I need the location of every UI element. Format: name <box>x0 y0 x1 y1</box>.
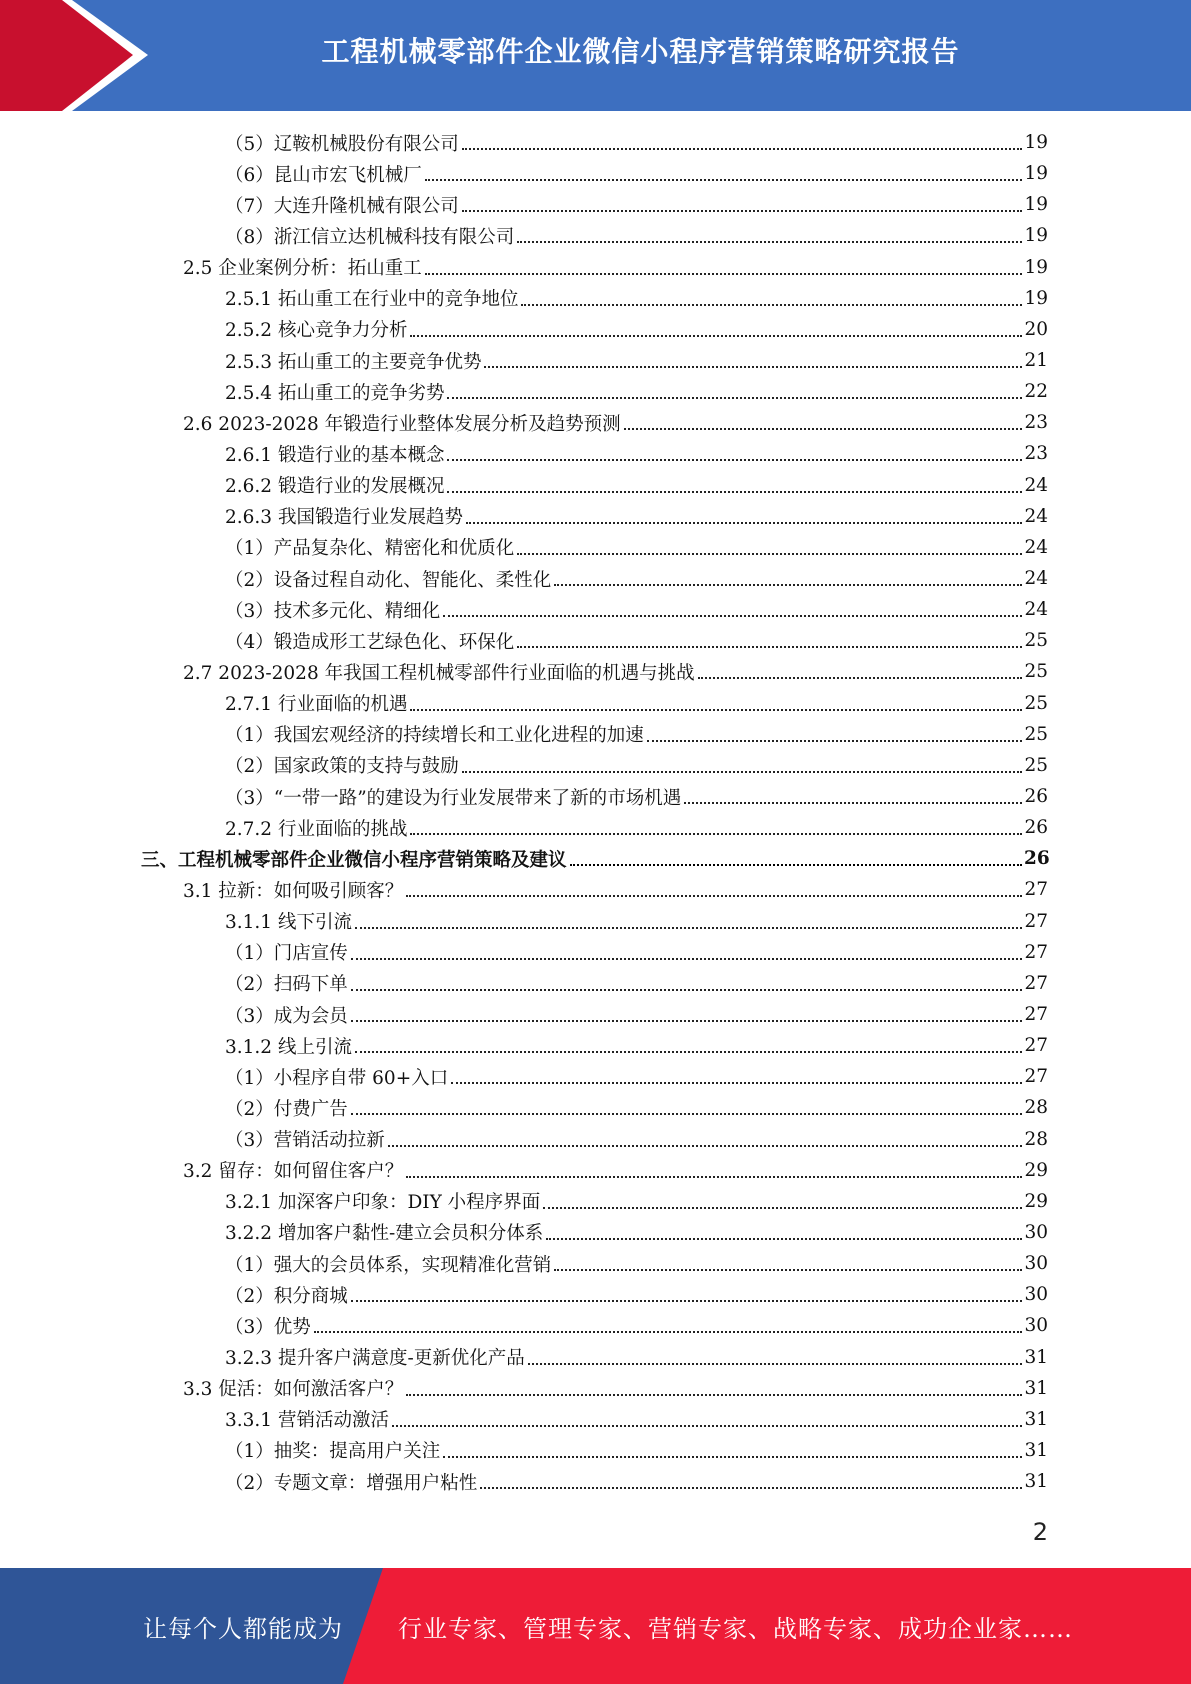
toc-entry-page: 27 <box>1024 1066 1048 1088</box>
footer-slogan-left: 让每个人都能成为 <box>143 1614 343 1643</box>
toc-entry[interactable] <box>0 1217 1191 1248</box>
toc-entry-label: 3.1.2 线上引流 <box>225 1036 352 1058</box>
toc-entry-page: 26 <box>1024 848 1050 870</box>
page-number: 2 <box>1032 1518 1048 1546</box>
toc-entry-page: 24 <box>1024 536 1048 558</box>
toc-entry[interactable] <box>0 189 1191 220</box>
header-banner <box>0 0 1191 111</box>
toc-dot-leader <box>351 988 1022 991</box>
toc-dot-leader <box>388 1144 1022 1147</box>
toc-entry-label: （3）“一带一路”的建设为行业发展带来了新的市场机遇 <box>225 787 682 809</box>
toc-entry[interactable] <box>0 625 1191 656</box>
toc-entry-page: 29 <box>1024 1190 1048 1212</box>
toc-entry-page: 24 <box>1024 599 1048 621</box>
toc-entry-label: （5）辽鞍机械股份有限公司 <box>225 133 459 155</box>
toc-entry-label: 2.5.1 拓山重工在行业中的竞争地位 <box>225 289 519 311</box>
toc-dot-leader <box>624 427 1022 430</box>
toc-dot-leader <box>351 957 1022 960</box>
toc-entry-page: 24 <box>1024 474 1048 496</box>
toc-entry-label: （3）技术多元化、精细化 <box>225 600 441 622</box>
toc-entry[interactable] <box>0 1248 1191 1279</box>
toc-entry-page: 19 <box>1024 287 1048 309</box>
toc-entry-page: 25 <box>1024 692 1048 714</box>
toc-entry-label: 3.1.1 线下引流 <box>225 912 352 934</box>
toc-entry-label: （2）国家政策的支持与鼓励 <box>225 756 459 778</box>
toc-dot-leader <box>554 1268 1022 1271</box>
toc-entry[interactable] <box>0 1092 1191 1123</box>
toc-entry-page: 19 <box>1024 225 1048 247</box>
toc-entry[interactable] <box>0 874 1191 905</box>
toc-entry[interactable] <box>0 158 1191 189</box>
toc-dot-leader <box>314 1330 1022 1333</box>
toc-entry-page: 27 <box>1024 910 1048 932</box>
toc-entry-page: 25 <box>1024 723 1048 745</box>
toc-entry-page: 21 <box>1024 350 1048 372</box>
toc-entry-page: 24 <box>1024 568 1048 590</box>
toc-entry[interactable] <box>0 252 1191 283</box>
toc-entry-label: 2.7.1 行业面临的机遇 <box>225 694 408 716</box>
toc-entry-label: 3.1 拉新：如何吸引顾客？ <box>183 880 404 902</box>
toc-entry-label: （1）抽奖：提高用户关注 <box>225 1441 441 1463</box>
toc-entry-label: 2.6.1 锻造行业的基本概念 <box>225 444 445 466</box>
toc-dot-leader <box>451 1081 1022 1084</box>
toc-entry-page: 29 <box>1024 1159 1048 1181</box>
toc-dot-leader <box>447 396 1022 399</box>
toc-entry-page: 22 <box>1024 381 1048 403</box>
toc-entry[interactable] <box>0 470 1191 501</box>
toc-entry-page: 27 <box>1024 941 1048 963</box>
toc-entry-label: （2）积分商城 <box>225 1285 348 1307</box>
toc-dot-leader <box>392 1424 1022 1427</box>
toc-dot-leader <box>554 583 1022 586</box>
toc-entry-label: （3）优势 <box>225 1316 311 1338</box>
toc-entry-page: 30 <box>1024 1253 1048 1275</box>
toc-entry[interactable] <box>0 563 1191 594</box>
toc-entry-label: （1）强大的会员体系，实现精准化营销 <box>225 1254 552 1276</box>
toc-entry[interactable] <box>0 1310 1191 1341</box>
table-of-contents <box>0 127 1191 1497</box>
toc-entry-page: 26 <box>1024 817 1048 839</box>
toc-entry[interactable] <box>0 407 1191 438</box>
toc-entry[interactable] <box>0 1279 1191 1310</box>
toc-entry[interactable] <box>0 1124 1191 1155</box>
toc-entry[interactable] <box>0 220 1191 251</box>
toc-entry[interactable] <box>0 937 1191 968</box>
toc-entry[interactable] <box>0 906 1191 937</box>
toc-entry[interactable] <box>0 1404 1191 1435</box>
toc-dot-leader <box>351 1112 1022 1115</box>
toc-entry-page: 31 <box>1024 1346 1048 1368</box>
toc-entry-page: 19 <box>1024 163 1048 185</box>
toc-entry-label: 2.5 企业案例分析：拓山重工 <box>183 258 422 280</box>
toc-dot-leader <box>447 490 1022 493</box>
toc-dot-leader <box>355 1050 1022 1053</box>
toc-entry-page: 24 <box>1024 505 1048 527</box>
toc-entry-label: 2.6.2 锻造行业的发展概况 <box>225 476 445 498</box>
toc-entry-page: 28 <box>1024 1128 1048 1150</box>
toc-entry[interactable] <box>0 438 1191 469</box>
toc-dot-leader <box>406 1393 1022 1396</box>
toc-dot-leader <box>570 863 1022 866</box>
toc-entry[interactable] <box>0 750 1191 781</box>
toc-entry-page: 25 <box>1024 754 1048 776</box>
toc-entry-page: 25 <box>1024 630 1048 652</box>
toc-dot-leader <box>484 365 1022 368</box>
toc-dot-leader <box>466 521 1022 524</box>
toc-entry-label: 2.7.2 行业面临的挑战 <box>225 818 408 840</box>
toc-entry-label: 3.2 留存：如何留住客户？ <box>183 1161 404 1183</box>
toc-dot-leader <box>406 894 1022 897</box>
report-title: 工程机械零部件企业微信小程序营销策略研究报告 <box>321 35 960 68</box>
toc-entry-page: 30 <box>1024 1221 1048 1243</box>
toc-dot-leader <box>410 334 1022 337</box>
toc-entry[interactable] <box>0 532 1191 563</box>
toc-dot-leader <box>447 458 1022 461</box>
toc-entry-page: 19 <box>1024 256 1048 278</box>
toc-entry[interactable] <box>0 843 1191 874</box>
toc-entry[interactable] <box>0 656 1191 687</box>
toc-entry[interactable] <box>0 1155 1191 1186</box>
toc-dot-leader <box>462 770 1022 773</box>
toc-entry[interactable] <box>0 1435 1191 1466</box>
footer-slogan-right: 行业专家、管理专家、营销专家、战略专家、成功企业家…… <box>398 1614 1073 1643</box>
toc-dot-leader <box>410 708 1022 711</box>
toc-entry-page: 27 <box>1024 1004 1048 1025</box>
toc-entry[interactable] <box>0 688 1191 719</box>
toc-dot-leader <box>521 303 1022 306</box>
toc-entry[interactable] <box>0 719 1191 750</box>
toc-dot-leader <box>443 1455 1022 1458</box>
toc-entry-label: （6）昆山市宏飞机械厂 <box>225 164 422 186</box>
toc-entry-label: 3.2.1 加深客户印象：DIY 小程序界面 <box>225 1192 541 1214</box>
toc-entry-page: 31 <box>1024 1471 1048 1493</box>
toc-entry[interactable] <box>0 1373 1191 1404</box>
toc-entry-page: 23 <box>1024 412 1048 434</box>
toc-entry[interactable] <box>0 812 1191 843</box>
toc-entry-label: （1）我国宏观经济的持续增长和工业化进程的加速 <box>225 725 644 747</box>
toc-entry-label: （2）专题文章：增强用户粘性 <box>225 1472 478 1494</box>
toc-dot-leader <box>543 1206 1022 1209</box>
toc-entry-label: （1）产品复杂化、精密化和优质化 <box>225 538 515 560</box>
toc-entry[interactable] <box>0 1186 1191 1217</box>
toc-dot-leader <box>546 1237 1022 1240</box>
toc-entry-page: 27 <box>1024 1035 1048 1057</box>
toc-dot-leader <box>406 1175 1022 1178</box>
toc-entry-label: 2.7 2023-2028 年我国工程机械零部件行业面临的机遇与挑战 <box>183 662 695 684</box>
toc-dot-leader <box>517 645 1022 648</box>
toc-entry-label: 3.2.3 提升客户满意度-更新优化产品 <box>225 1348 525 1370</box>
toc-entry-label: （2）设备过程自动化、智能化、柔性化 <box>225 569 552 591</box>
toc-dot-leader <box>351 1299 1022 1302</box>
toc-entry-page: 19 <box>1024 132 1048 154</box>
toc-entry-page: 31 <box>1024 1377 1048 1399</box>
toc-entry[interactable] <box>0 345 1191 376</box>
toc-entry-label: 三、工程机械零部件企业微信小程序营销策略及建议 <box>141 849 567 871</box>
toc-entry-label: 2.6 2023-2028 年锻造行业整体发展分析及趋势预测 <box>183 413 621 435</box>
toc-entry-label: 3.3.1 营销活动激活 <box>225 1410 389 1432</box>
toc-dot-leader <box>528 1362 1022 1365</box>
toc-dot-leader <box>462 209 1022 212</box>
toc-entry[interactable] <box>0 999 1191 1030</box>
footer-banner <box>0 1568 1191 1684</box>
toc-dot-leader <box>410 832 1022 835</box>
toc-entry[interactable] <box>0 781 1191 812</box>
toc-entry-label: （3）成为会员 <box>225 1005 348 1027</box>
toc-dot-leader <box>647 739 1022 742</box>
toc-entry-page: 30 <box>1024 1284 1048 1306</box>
toc-entry-label: （2）扫码下单 <box>225 974 348 996</box>
toc-entry[interactable] <box>0 1466 1191 1497</box>
toc-entry-page: 27 <box>1024 972 1048 994</box>
toc-entry[interactable] <box>0 501 1191 532</box>
toc-entry-label: （1）门店宣传 <box>225 943 348 965</box>
toc-entry-label: （1）小程序自带 60+入口 <box>225 1067 449 1089</box>
toc-entry-label: （2）付费广告 <box>225 1098 348 1120</box>
toc-dot-leader <box>425 272 1022 275</box>
toc-entry[interactable] <box>0 1061 1191 1092</box>
toc-entry[interactable] <box>0 1341 1191 1372</box>
toc-entry-label: 2.6.3 我国锻造行业发展趋势 <box>225 507 463 529</box>
toc-dot-leader <box>355 926 1022 929</box>
toc-entry-label: （7）大连升隆机械有限公司 <box>225 195 459 217</box>
toc-entry-page: 31 <box>1024 1408 1048 1430</box>
toc-entry[interactable] <box>0 314 1191 345</box>
toc-entry[interactable] <box>0 968 1191 999</box>
toc-entry-page: 20 <box>1024 318 1048 340</box>
toc-entry[interactable] <box>0 1030 1191 1061</box>
toc-entry-page: 26 <box>1024 786 1048 808</box>
toc-entry-label: 2.5.4 拓山重工的竞争劣势 <box>225 382 445 404</box>
toc-dot-leader <box>443 614 1022 617</box>
toc-dot-leader <box>425 178 1022 181</box>
toc-entry-label: 2.5.2 核心竞争力分析 <box>225 320 408 342</box>
toc-entry-page: 30 <box>1024 1315 1048 1337</box>
toc-entry[interactable] <box>0 376 1191 407</box>
toc-entry-label: 3.2.2 增加客户黏性-建立会员积分体系 <box>225 1223 544 1245</box>
toc-entry[interactable] <box>0 283 1191 314</box>
toc-entry-label: 2.5.3 拓山重工的主要竞争优势 <box>225 351 482 373</box>
toc-entry-label: 3.3 促活：如何激活客户？ <box>183 1379 404 1401</box>
toc-entry-page: 31 <box>1024 1439 1048 1461</box>
toc-entry-page: 27 <box>1024 879 1048 901</box>
toc-dot-leader <box>684 801 1022 804</box>
toc-entry[interactable] <box>0 594 1191 625</box>
toc-entry-page: 23 <box>1024 443 1048 465</box>
toc-entry[interactable] <box>0 127 1191 158</box>
toc-dot-leader <box>517 240 1022 243</box>
toc-entry-label: （4）锻造成形工艺绿色化、环保化 <box>225 631 515 653</box>
toc-entry-label: （8）浙江信立达机械科技有限公司 <box>225 226 515 248</box>
toc-entry-page: 25 <box>1024 661 1048 683</box>
toc-dot-leader <box>517 552 1022 555</box>
toc-entry-page: 19 <box>1024 194 1048 216</box>
toc-dot-leader <box>480 1486 1022 1489</box>
toc-entry-page: 28 <box>1024 1097 1048 1119</box>
toc-dot-leader <box>351 1019 1022 1022</box>
toc-entry-label: （3）营销活动拉新 <box>225 1130 385 1152</box>
toc-dot-leader <box>462 147 1022 150</box>
toc-dot-leader <box>698 676 1022 679</box>
